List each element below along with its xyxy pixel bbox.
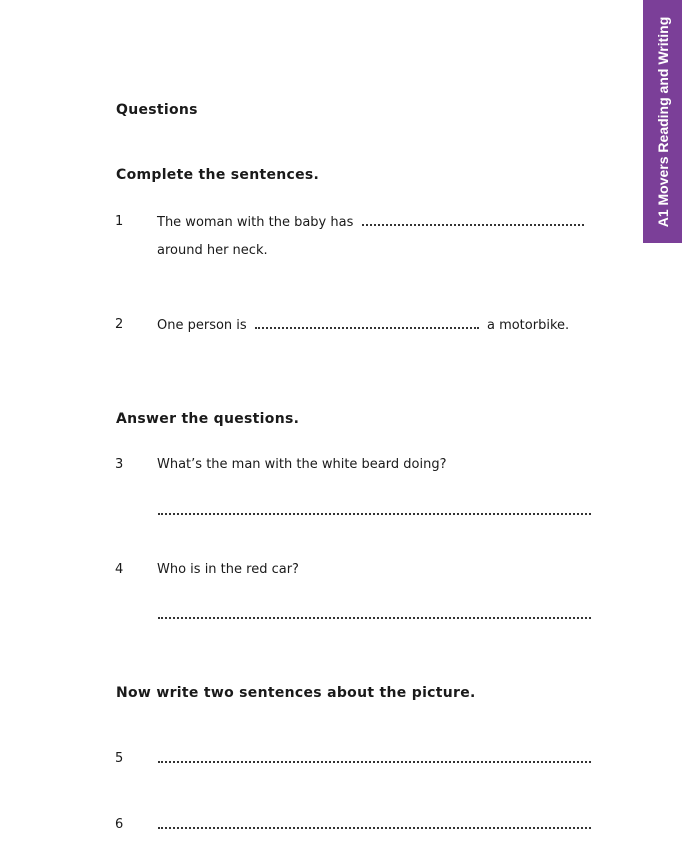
question-1-answer-blank[interactable]: [362, 214, 584, 226]
question-5-answer-line[interactable]: [158, 761, 591, 763]
question-4-text: Who is in the red car?: [157, 562, 299, 577]
answer-questions-heading: Answer the questions.: [116, 411, 300, 427]
side-tab-label: A1 Movers Reading and Writing: [654, 16, 671, 227]
question-1-after: around her neck.: [157, 243, 268, 258]
question-3-text: What’s the man with the white beard doing?: [157, 457, 447, 472]
question-6-answer-line[interactable]: [158, 827, 591, 829]
questions-heading: Questions: [116, 102, 198, 118]
question-number-1: 1: [115, 214, 124, 229]
question-4-answer-line[interactable]: [158, 617, 591, 619]
question-number-6: 6: [115, 817, 124, 832]
question-2-before: One person is: [157, 318, 247, 333]
section-side-tab: [643, 0, 682, 243]
question-1-before: The woman with the baby has: [157, 215, 354, 230]
question-2-answer-blank[interactable]: [255, 317, 479, 329]
question-2-text: [157, 317, 569, 333]
question-2-after: a motorbike.: [486, 318, 570, 333]
question-1-text: [157, 214, 584, 230]
write-sentences-heading: Now write two sentences about the picture.: [116, 685, 476, 701]
question-number-4: 4: [115, 562, 124, 577]
question-3-answer-line[interactable]: [158, 513, 591, 515]
question-number-3: 3: [115, 457, 124, 472]
question-number-5: 5: [115, 751, 124, 766]
question-number-2: 2: [115, 317, 124, 332]
complete-sentences-heading: Complete the sentences.: [116, 167, 320, 183]
